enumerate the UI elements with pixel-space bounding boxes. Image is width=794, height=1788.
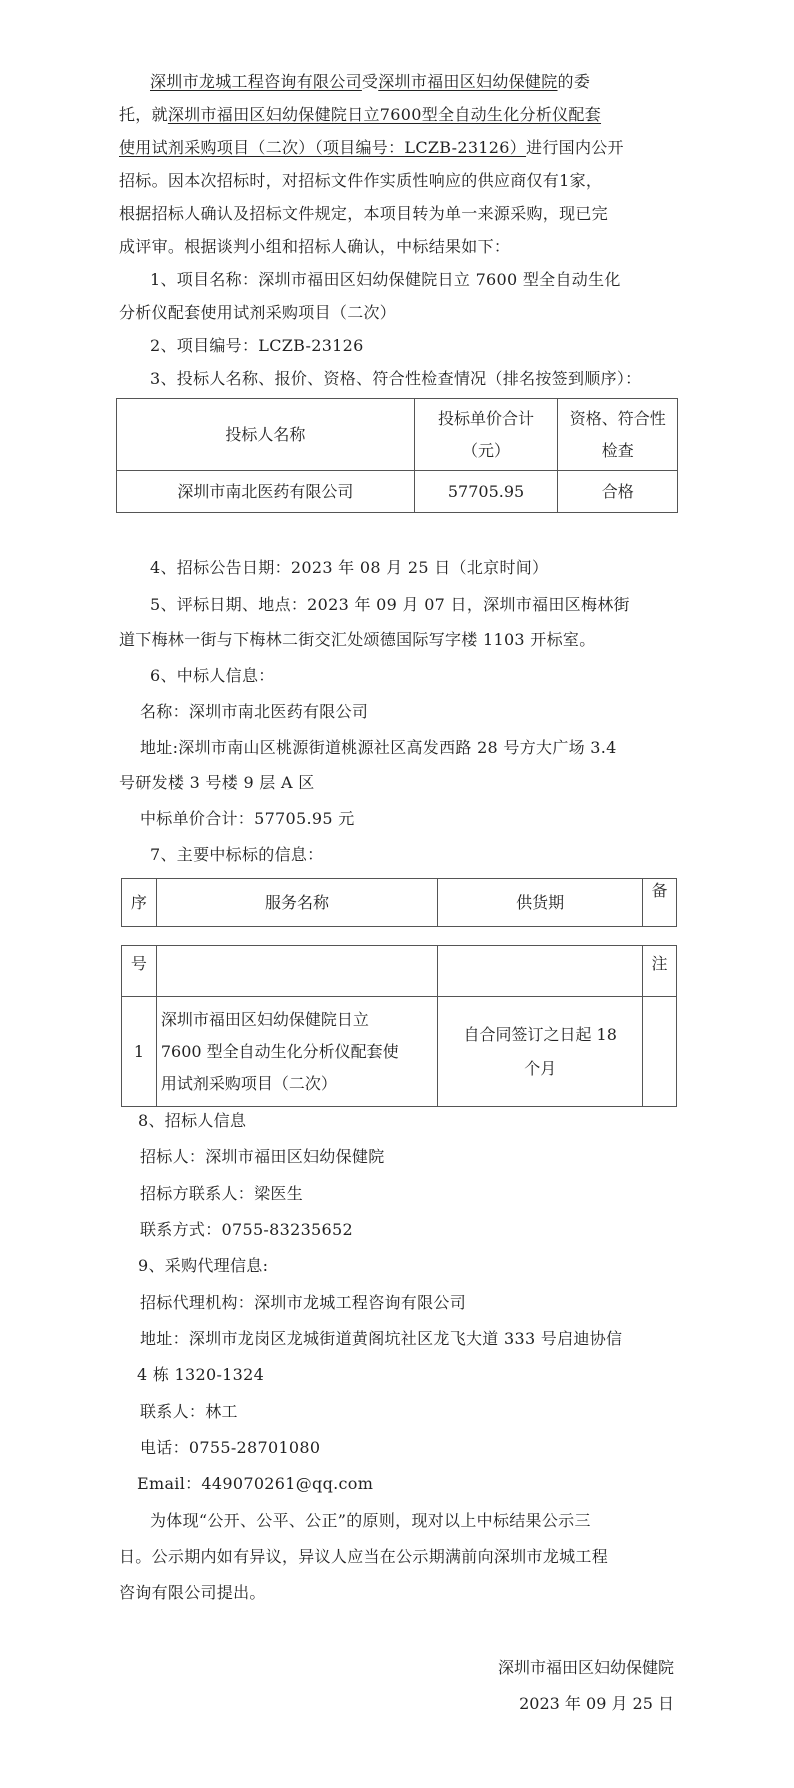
item-7: 7、主要中标标的信息：	[150, 845, 324, 864]
intro-line-5: 根据招标人确认及招标文件规定，本项目转为单一来源采购，现已完	[119, 204, 609, 223]
bid-table-header	[117, 399, 678, 471]
header-seq-top: 序	[122, 879, 157, 927]
item-1-line-1: 1、项目名称：深圳市福田区妇幼保健院日立 7600 型全自动生化	[150, 270, 621, 289]
item-1-line-2: 分析仪配套使用试剂采购项目（二次）	[119, 303, 397, 322]
service-name-line-1: 深圳市福田区妇幼保健院日立	[160, 1009, 369, 1029]
supply-period-line-2: 个月	[524, 1058, 557, 1078]
intro-line-3	[119, 136, 624, 160]
agency-contact: 联系人：林工	[140, 1402, 238, 1421]
closing-line-2: 日。公示期内如有异议，异议人应当在公示期满前向深圳市龙城工程	[119, 1547, 609, 1566]
item-5-line-2: 道下梅林一街与下梅林二街交汇处颂德国际写字楼 1103 开标室。	[119, 630, 596, 649]
header-qualification-line-2: 检查	[601, 440, 634, 460]
closing-line-3: 咨询有限公司提出。	[119, 1583, 266, 1602]
item-3: 3、投标人名称、报价、资格、符合性检查情况（排名按签到顺序）：	[150, 369, 642, 388]
header-qualification	[558, 399, 678, 471]
project-code-underlined: 使用试剂采购项目（二次）（项目编号：LCZB-23126）	[119, 138, 527, 157]
agency-address-line-2: 4 栋 1320-1324	[137, 1365, 265, 1384]
project-name-underlined: 深圳市福田区妇幼保健院日立7600型全自动生化分析仪配套	[167, 105, 602, 124]
intro-line-1	[150, 70, 590, 94]
award-table	[121, 945, 677, 1107]
signature-org: 深圳市福田区妇幼保健院	[497, 1658, 674, 1677]
item-4: 4、招标公告日期：2023 年 08 月 25 日（北京时间）	[150, 558, 549, 577]
cell-seq: 1	[122, 997, 157, 1107]
closing-line-1: 为体现“公开、公平、公正”的原则，现对以上中标结果公示三	[150, 1511, 591, 1530]
item-5-line-1: 5、评标日期、地点：2023 年 09 月 07 日，深圳市福田区梅林街	[150, 595, 630, 614]
item-9-title: 9、采购代理信息:	[138, 1256, 269, 1275]
header-seq-bottom: 号	[122, 946, 157, 997]
agency-name: 招标代理机构：深圳市龙城工程咨询有限公司	[140, 1293, 467, 1312]
header-blank	[156, 946, 437, 997]
cell-note	[643, 997, 677, 1107]
cell-bidder-name: 深圳市南北医药有限公司	[117, 471, 415, 513]
item-8-title: 8、招标人信息	[138, 1111, 247, 1130]
intro-line-4: 招标。因本次招标时，对招标文件作实质性响应的供应商仅有1家，	[119, 171, 603, 190]
cell-supply-period	[438, 997, 643, 1107]
header-blank	[438, 946, 643, 997]
header-service-name: 服务名称	[156, 879, 437, 927]
intro-text: 进行国内公开	[526, 138, 624, 157]
agency-name-link: 深圳市龙城工程咨询有限公司	[150, 72, 362, 91]
supply-period-line-1: 自合同签订之日起 18	[463, 1024, 617, 1044]
tenderer-name: 招标人：深圳市福田区妇幼保健院	[140, 1147, 385, 1166]
cell-result: 合格	[558, 471, 678, 513]
award-table-header-row-2	[122, 946, 677, 997]
award-table-header-row	[122, 879, 677, 927]
cell-unit-price: 57705.95	[414, 471, 558, 513]
header-unit-price-line-1: 投标单价合计	[438, 408, 535, 428]
intro-line-6: 成评审。根据谈判小组和招标人确认，中标结果如下：	[119, 237, 511, 256]
intro-text: 托，就	[119, 105, 168, 124]
tenderer-contact: 招标方联系人：梁医生	[140, 1184, 304, 1203]
award-table-header	[121, 878, 677, 927]
hospital-name-link: 深圳市福田区妇幼保健院	[378, 72, 558, 91]
bid-table	[116, 398, 678, 513]
header-bidder-name: 投标人名称	[117, 399, 415, 471]
header-unit-price	[414, 399, 558, 471]
intro-text: 的委	[557, 72, 591, 91]
header-qualification-line-1: 资格、符合性	[569, 408, 666, 428]
header-supply-period: 供货期	[438, 879, 643, 927]
agency-address-line-1: 地址：深圳市龙岗区龙城街道黄阁坑社区龙飞大道 333 号启迪协信	[140, 1329, 623, 1348]
signature-date: 2023 年 09 月 25 日	[519, 1694, 674, 1713]
tenderer-phone: 联系方式：0755-83235652	[140, 1220, 353, 1239]
agency-email: Email：449070261@qq.com	[137, 1474, 374, 1493]
header-note-bottom: 注	[643, 946, 677, 997]
winner-name: 名称：深圳市南北医药有限公司	[140, 702, 369, 721]
service-name-line-2: 7600 型全自动生化分析仪配套使	[160, 1041, 399, 1061]
header-note-top: 备	[643, 879, 677, 927]
table-row	[122, 997, 677, 1107]
table-row	[117, 471, 678, 513]
item-2: 2、项目编号：LCZB-23126	[150, 336, 364, 355]
winner-address-line-2: 号研发楼 3 号楼 9 层 A 区	[119, 773, 315, 792]
item-6-title: 6、中标人信息：	[150, 666, 275, 685]
intro-line-2	[119, 103, 601, 127]
intro-text: 受	[361, 72, 379, 91]
agency-phone: 电话：0755-28701080	[140, 1438, 321, 1457]
service-name-line-3: 用试剂采购项目（二次）	[160, 1073, 337, 1093]
header-unit-price-line-2: （元）	[462, 440, 511, 460]
cell-service-name	[156, 997, 437, 1107]
winner-address-line-1: 地址:深圳市南山区桃源街道桃源社区高发西路 28 号方大广场 3.4	[140, 738, 617, 757]
winner-unit-price: 中标单价合计：57705.95 元	[140, 809, 355, 828]
